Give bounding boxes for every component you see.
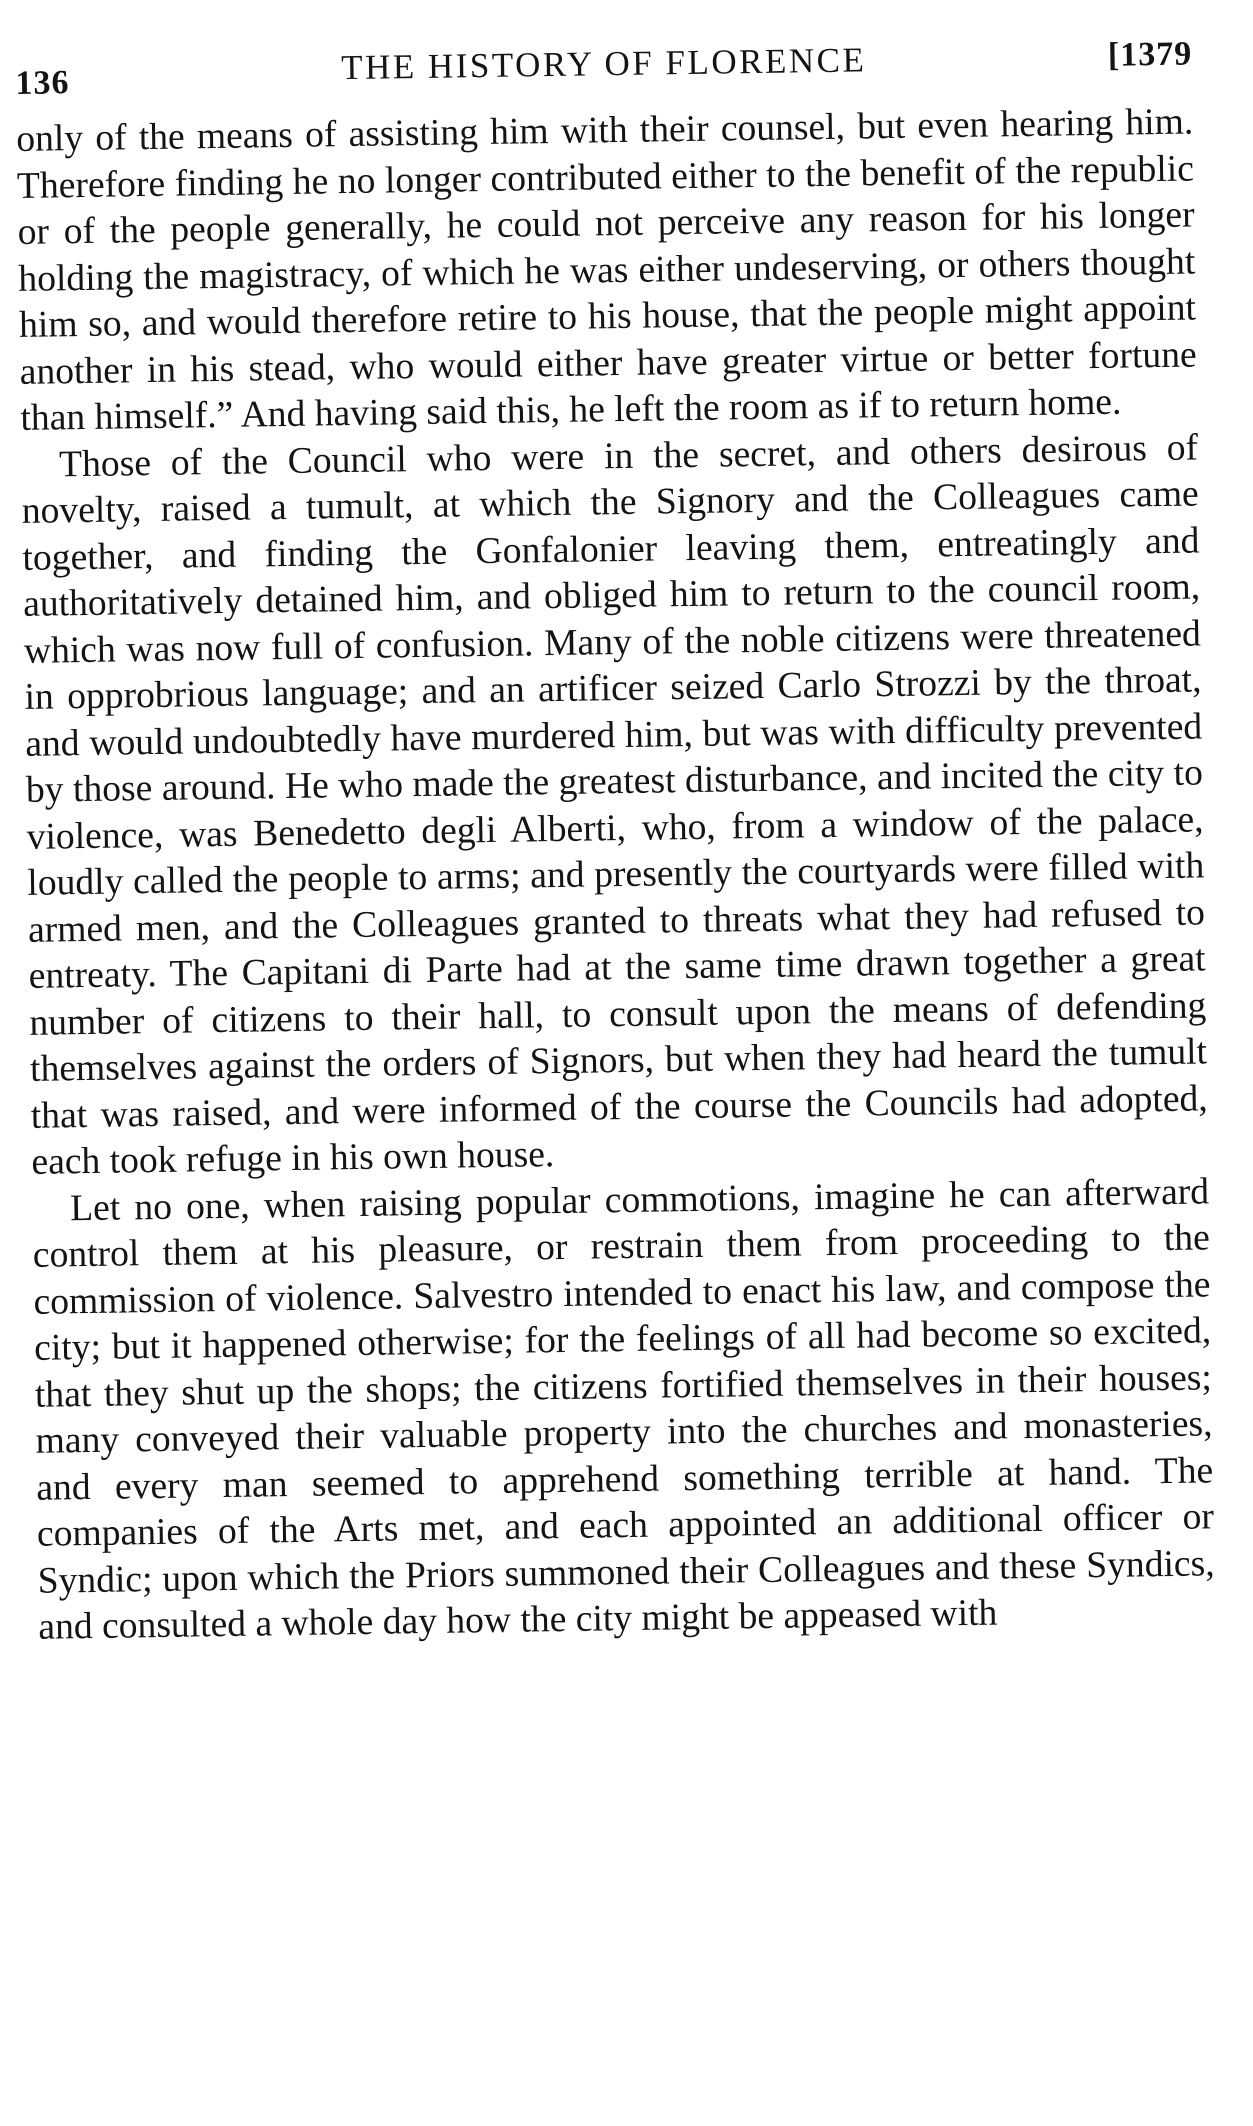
year-marker: [1379 xyxy=(1107,35,1193,74)
paragraph-continued: only of the means of assisting him with their counsel, but even hearing him. Therefore finding he no longer contributed either to the benefit of the republic or of the people generally, he could not perceive any reason for his longer holding the magistracy, of which he was either undeserving, or others thought him so, and would therefore retire to his house, that the people might appoint another in his stead, who would either have greater virtue or better fortune than himself.” And having said this, he left the room as if to return home. xyxy=(15,101,1197,439)
paragraph-council-tumult: Those of the Council who were in the secret, and others desirous of novelty, raised a tumult, at which the Signory and the Colleagues came together, and finding the Gonfalonier leaving them, entreatingly and authoritatively detained him, and obliged him to return to the council room, which was now full of confusion. Many of the noble citizens were threatened in opprobrious language; and an artificer seized Carlo Strozzi by the throat, and would undoubtedly have murdered him, but was with difficulty prevented by those around. He who made the greatest disturbance, and incited the city to violence, was Benedetto degli Alberti, who, from a window of the palace, loudly called the people to arms; and presently the courtyards were filled with armed men, and the Colleagues granted to threats what they had refused to entreaty. The Capitani di Parte had at the same time drawn together a great number of citizens to their hall, to consult upon the means of defending themselves against the orders of Signors, but when they had heard the tumult that was raised, and were informed of the course the Councils had adopted, each took refuge in his own house. xyxy=(21,426,1208,1183)
paragraph-popular-commotions: Let no one, when raising popular commotions, imagine he can afterward control them at his pleasure, or restrain them from proceeding to the commission of violence. Salvestro intended to enact his law, and compose the city; but it happened otherwise; for the feelings of all had become so excited, that they shut up the shops; the citizens fortified themselves in their houses; many conveyed their valuable property into the churches and monasteries, and every man seemed to apprehend something terrible at hand. The companies of the Arts met, and each appointed an additional officer or Syndic; upon which the Priors summoned their Colleagues and these Syndics, and consulted a whole day how the city might be appeased with xyxy=(32,1170,1215,1648)
running-title: THE HISTORY OF FLORENCE xyxy=(340,40,867,88)
body-text xyxy=(16,99,1216,1651)
page-number: 136 xyxy=(15,64,70,102)
